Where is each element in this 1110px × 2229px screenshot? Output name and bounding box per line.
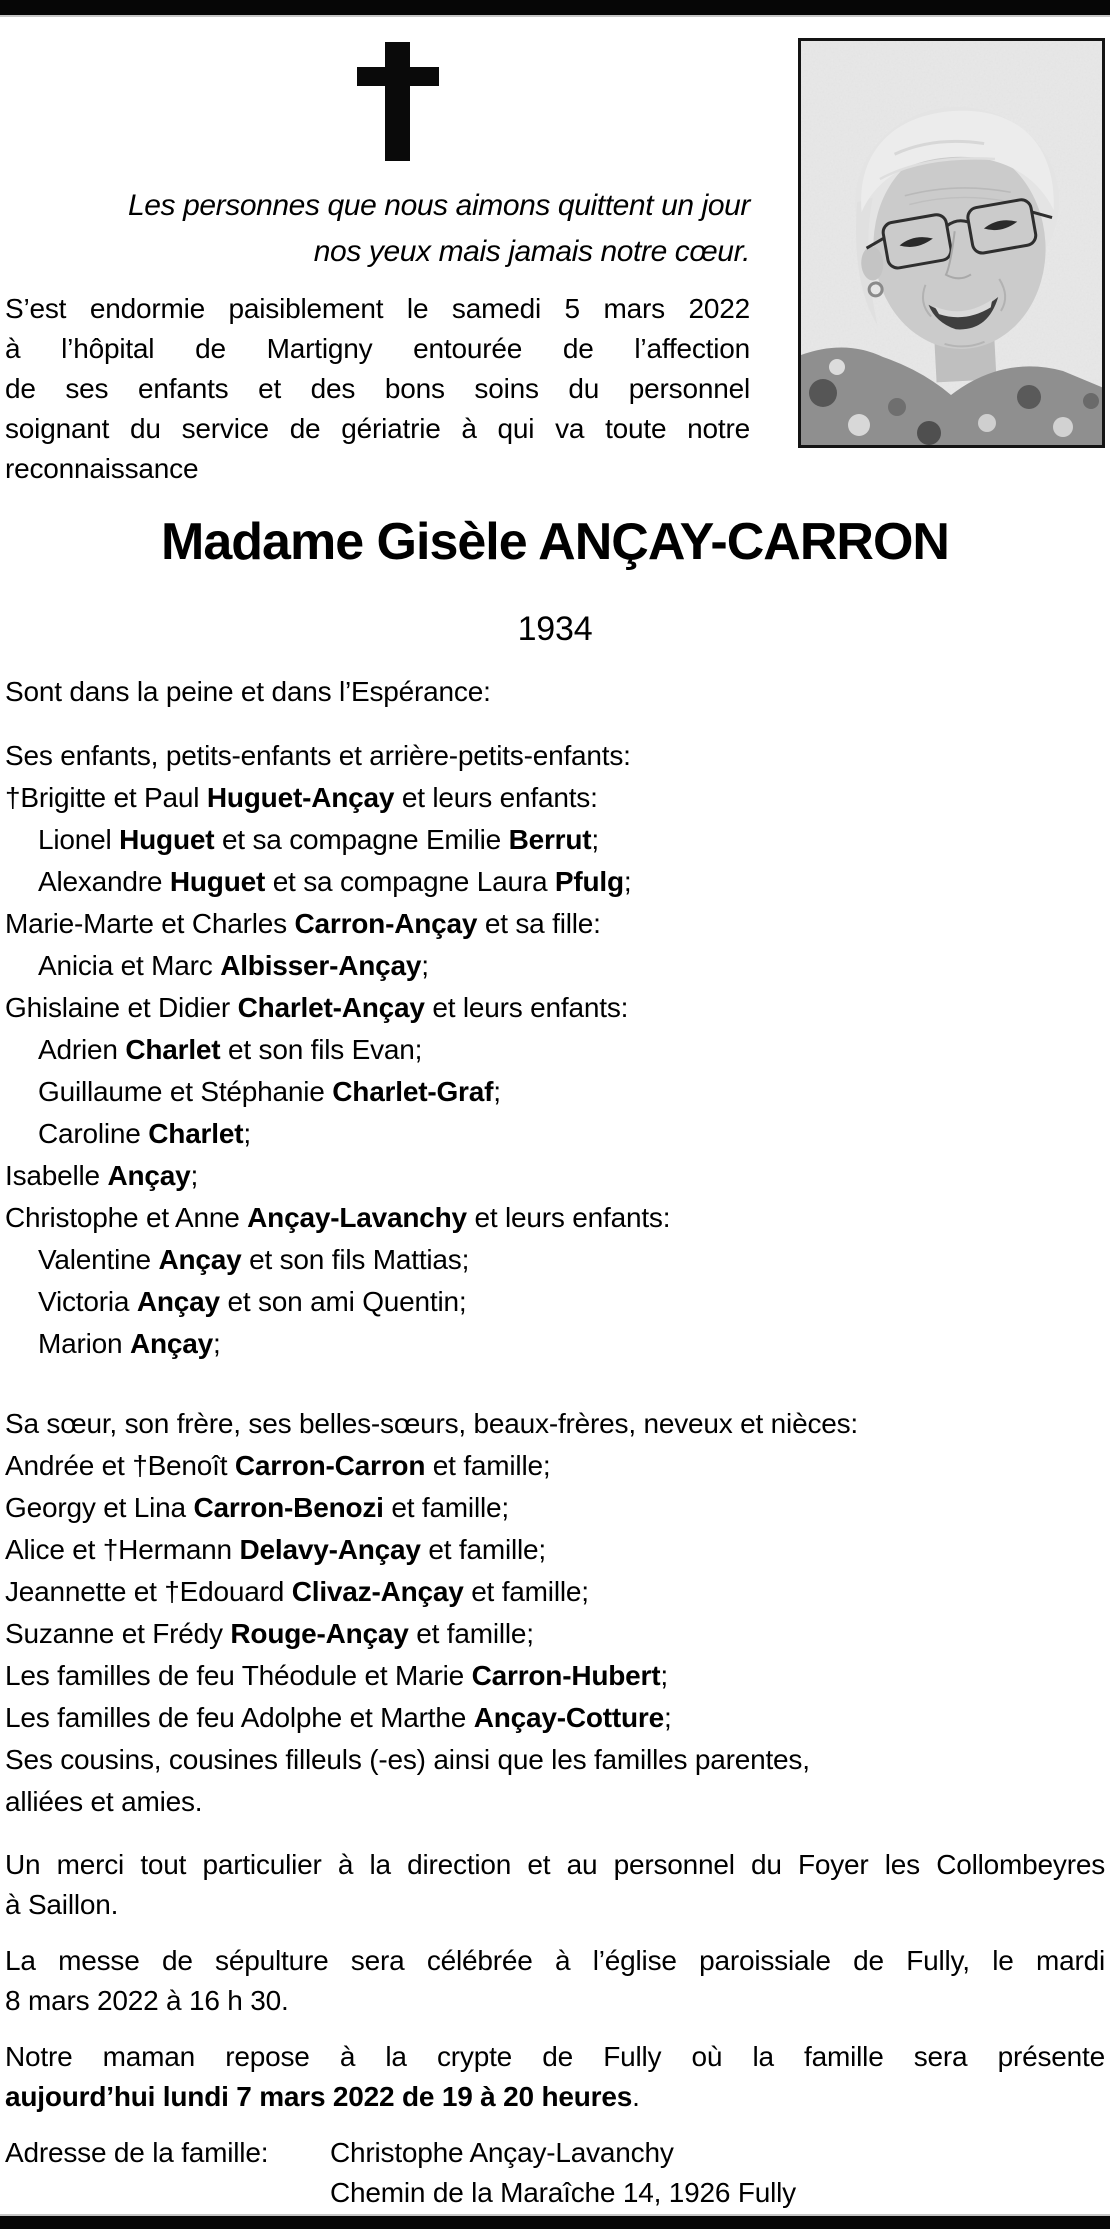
mourning-intro: Sont dans la peine et dans l’Espérance: (5, 676, 491, 707)
text-line: de ses enfants et des bons soins du personnel (5, 373, 750, 404)
address-value (330, 2133, 796, 2213)
header-left-column (5, 17, 750, 489)
bottom-border-bar (0, 2214, 1110, 2229)
cross-vertical-bar (385, 42, 410, 161)
text-line: aujourd’hui lundi 7 mars 2022 de 19 à 20 heures. (5, 2081, 640, 2112)
birth-year: 1934 (517, 610, 593, 648)
repose-paragraph (5, 2037, 1105, 2117)
text-line: Adrien Charlet et son fils Evan; (38, 1034, 423, 1065)
text-line: Alice et †Hermann Delavy-Ançay et famille; (5, 1534, 546, 1565)
header-section (5, 17, 1105, 489)
intro-paragraph (5, 289, 750, 489)
text-line: Ghislaine et Didier Charlet-Ançay et leurs enfants: (5, 992, 629, 1023)
thanks-paragraph (5, 1845, 1105, 1925)
text-line: Ses enfants, petits-enfants et arrière-petits-enfants: (5, 740, 631, 771)
obituary-content (0, 17, 1110, 2213)
text-line: Guillaume et Stéphanie Charlet-Graf; (38, 1076, 501, 1107)
text-line: Suzanne et Frédy Rouge-Ançay et famille; (5, 1618, 534, 1649)
text-line: Notre maman repose à la crypte de Fully où la famille sera présente (5, 2041, 1105, 2072)
text-line: Georgy et Lina Carron-Benozi et famille; (5, 1492, 509, 1523)
text-line: Marie-Marte et Charles Carron-Ançay et sa fille: (5, 908, 601, 939)
text-line: Isabelle Ançay; (5, 1160, 199, 1191)
cross-icon (357, 42, 439, 161)
text-line: S’est endormie paisiblement le samedi 5 mars 2022 (5, 293, 750, 324)
text-line: à l’hôpital de Martigny entourée de l’affection (5, 333, 750, 364)
text-line: Un merci tout particulier à la direction et au personnel du Foyer les Collombeyres (5, 1849, 1105, 1880)
text-line: 8 mars 2022 à 16 h 30. (5, 1985, 289, 2016)
mass-paragraph (5, 1941, 1105, 2021)
text-line: La messe de sépulture sera célébrée à l’église paroissiale de Fully, le mardi (5, 1945, 1105, 1976)
address-label: Adresse de la famille: (5, 2137, 269, 2168)
cross-horizontal-bar (357, 67, 439, 86)
family-list (5, 735, 1105, 1365)
top-border-bar (0, 0, 1110, 17)
memorial-quote (5, 183, 750, 275)
deceased-name: Madame Gisèle ANÇAY-CARRON (161, 513, 949, 571)
quote-line-1: Les personnes que nous aimons quittent un jour (127, 189, 750, 222)
portrait-illustration (801, 41, 1102, 445)
quote-line-2: nos yeux mais jamais notre cœur. (313, 235, 750, 268)
text-line: Ses cousins, cousines filleuls (-es) ainsi que les familles parentes, (5, 1744, 810, 1775)
text-line: Les familles de feu Théodule et Marie Carron-Hubert; (5, 1660, 668, 1691)
relatives-list (5, 1403, 1105, 1823)
text-line: Jeannette et †Edouard Clivaz-Ançay et famille; (5, 1576, 589, 1607)
text-line: †Brigitte et Paul Huguet-Ançay et leurs enfants: (5, 782, 598, 813)
text-line: Victoria Ançay et son ami Quentin; (38, 1286, 467, 1317)
text-line: soignant du service de gériatrie à qui va toute notre (5, 413, 750, 444)
portrait-photo (798, 38, 1105, 448)
text-line: Andrée et †Benoît Carron-Carron et famille; (5, 1450, 551, 1481)
address-name: Christophe Ançay-Lavanchy (330, 2137, 674, 2168)
address-block (5, 2133, 1105, 2213)
text-line: alliées et amies. (5, 1786, 203, 1817)
text-line: Les familles de feu Adolphe et Marthe Ançay-Cotture; (5, 1702, 672, 1733)
text-line: Caroline Charlet; (38, 1118, 251, 1149)
text-line: Valentine Ançay et son fils Mattias; (38, 1244, 470, 1275)
text-line: Lionel Huguet et sa compagne Emilie Berrut; (38, 824, 599, 855)
text-line: Marion Ançay; (38, 1328, 221, 1359)
text-line: Sa sœur, son frère, ses belles-sœurs, beaux-frères, neveux et nièces: (5, 1408, 858, 1439)
address-street: Chemin de la Maraîche 14, 1926 Fully (330, 2177, 796, 2208)
text-line: Anicia et Marc Albisser-Ançay; (38, 950, 429, 981)
text-line: Christophe et Anne Ançay-Lavanchy et leurs enfants: (5, 1202, 671, 1233)
text-line: Alexandre Huguet et sa compagne Laura Pfulg; (38, 866, 632, 897)
text-line: à Saillon. (5, 1889, 119, 1920)
text-line: reconnaissance (5, 453, 199, 484)
